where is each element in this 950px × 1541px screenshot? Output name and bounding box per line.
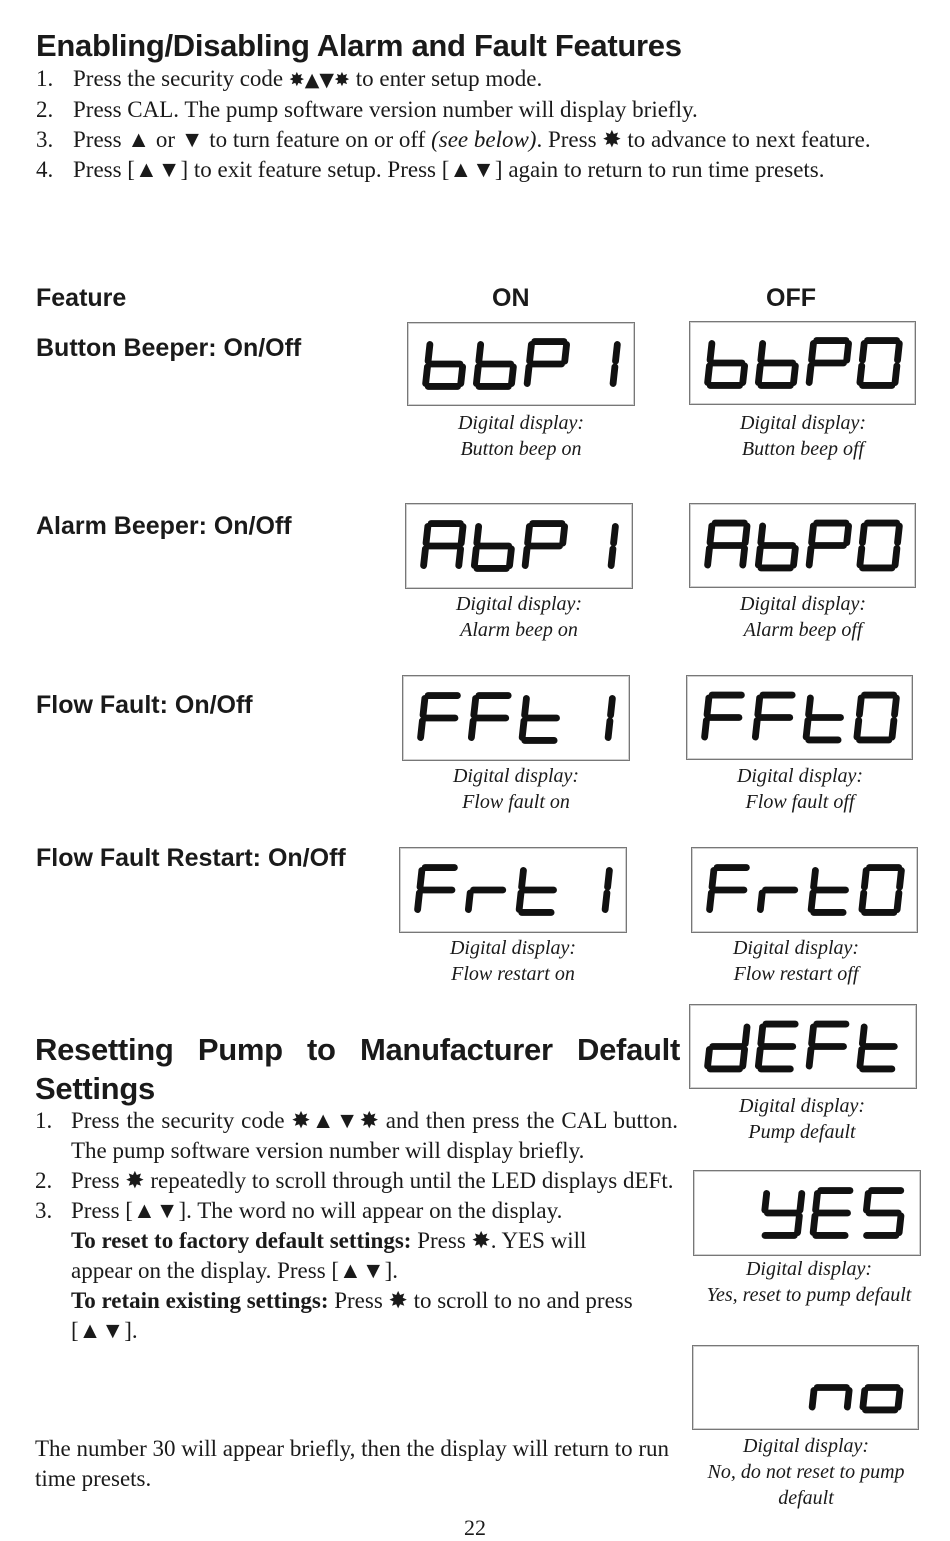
lcd-segment: [525, 698, 527, 715]
display-caption: Digital display: Yes, reset to pump default: [706, 1258, 912, 1306]
lcd-digits: [690, 322, 915, 404]
lcd-segment: [710, 526, 712, 543]
lcd-segment: [892, 720, 894, 737]
feature-column-header: Feature: [36, 284, 127, 312]
lcd-segment: [895, 548, 897, 565]
lcd-character: [605, 870, 609, 909]
lcd-segment: [897, 893, 899, 910]
lcd-segment: [761, 1027, 763, 1044]
lcd-digits: [694, 1171, 920, 1255]
lcd-character: [811, 870, 845, 912]
lcd-segment: [710, 893, 712, 910]
lcd-character: [860, 341, 899, 386]
lcd-segment: [847, 1390, 849, 1407]
lcd-character: [705, 695, 742, 737]
lcd-segment: [565, 344, 567, 361]
lcd-segment: [527, 367, 529, 384]
lcd-segment: [760, 893, 762, 910]
lcd-segment: [424, 549, 426, 566]
lcd-character: [809, 523, 848, 565]
lcd-character: [468, 890, 502, 910]
lcd-segment: [813, 1216, 815, 1233]
lcd-digits: [406, 504, 632, 588]
closing-paragraph: The number 30 will appear briefly, then the display will return to run time presets.: [35, 1436, 670, 1491]
lcd-segment: [423, 698, 425, 715]
lcd-segment: [743, 366, 745, 383]
lcd-digits: [693, 1346, 918, 1429]
feature-label-button-beeper: Button Beeper: On/Off: [36, 334, 302, 362]
lcd-segment: [530, 344, 532, 361]
lcd-segment: [426, 367, 428, 384]
lcd-character: [857, 695, 896, 740]
lcd-segment: [862, 893, 864, 910]
lcd-segment: [860, 1049, 862, 1066]
lcd-character: [421, 696, 458, 738]
lcd-segment: [522, 870, 524, 887]
lcd-segment: [758, 1049, 760, 1066]
lcd-segment: [800, 1193, 802, 1210]
lcd-segment: [857, 720, 859, 737]
display-caption: Digital display: Button beep off: [739, 412, 867, 460]
lcd-character: [758, 1024, 795, 1069]
lcd-segment: [847, 343, 849, 360]
lcd-segment: [899, 1216, 901, 1233]
lcd-segment: [522, 721, 524, 738]
setup-steps: [36, 64, 916, 185]
lcd-display: [691, 847, 918, 933]
lcd-segment: [476, 367, 478, 384]
lcd-character: [710, 868, 747, 910]
lcd-character: [806, 698, 840, 740]
step-4: 4. Press [▲▼] to exit feature setup. Press [▲▼] again to return to run time presets.: [36, 157, 825, 182]
lcd-character: [755, 695, 792, 737]
lcd-character: [812, 1388, 849, 1408]
lcd-segment: [898, 343, 900, 360]
lcd-segment: [468, 893, 470, 910]
lcd-segment: [471, 721, 473, 738]
lcd-segment: [563, 526, 565, 543]
lcd-segment: [707, 698, 709, 715]
lcd-digits: [408, 323, 634, 405]
display-caption: Digital display: Flow fault off: [736, 765, 864, 813]
lcd-segment: [712, 870, 714, 887]
step-1: 1. Press the security code ✸▲▼✸ to enter setup mode.: [36, 66, 543, 91]
lcd-segment: [862, 1027, 864, 1044]
lcd-digits: [690, 1005, 916, 1088]
lcd-segment: [614, 526, 616, 543]
lcd-character: [611, 526, 615, 565]
lcd-display: [692, 1345, 919, 1430]
lcd-character: [476, 344, 513, 386]
lcd-segment: [794, 548, 796, 565]
lcd-segment: [859, 698, 861, 715]
reset-steps: [35, 1106, 678, 1346]
lcd-character: [527, 342, 566, 384]
lcd-segment: [863, 1390, 865, 1407]
lcd-segment: [608, 870, 610, 887]
lcd-character: [519, 870, 553, 912]
lcd-segment: [613, 367, 615, 384]
lcd-display: [689, 321, 916, 405]
lcd-digits: [687, 676, 912, 759]
lcd-segment: [710, 343, 712, 360]
lcd-segment: [816, 1193, 818, 1210]
display-caption: Digital display: Flow restart on: [449, 937, 577, 985]
lcd-character: [522, 698, 556, 740]
lcd-segment: [809, 548, 811, 565]
lcd-segment: [708, 366, 710, 383]
lcd-character: [863, 1388, 900, 1410]
lcd-segment: [898, 526, 900, 543]
lcd-segment: [528, 526, 530, 543]
lcd-display: [407, 322, 635, 406]
display-caption: Digital display: Flow restart off: [732, 937, 860, 985]
lcd-character: [860, 1027, 894, 1069]
lcd-segment: [708, 548, 710, 565]
lcd-segment: [798, 1216, 800, 1233]
lcd-segment: [758, 366, 760, 383]
lcd-character: [525, 524, 564, 566]
lcd-display: [689, 1004, 917, 1089]
feature-label-flow-fault: Flow Fault: On/Off: [36, 691, 253, 719]
lcd-segment: [864, 870, 866, 887]
lcd-segment: [708, 1049, 710, 1066]
step-2: 2. Press CAL. The pump software version number will display briefly.: [36, 97, 698, 122]
lcd-digits: [400, 848, 626, 932]
lcd-segment: [605, 893, 607, 910]
lcd-digits: [690, 504, 915, 587]
lcd-segment: [812, 343, 814, 360]
lcd-display: [686, 675, 913, 760]
lcd-character: [608, 698, 612, 737]
lcd-segment: [755, 720, 757, 737]
lcd-segment: [474, 698, 476, 715]
lcd-segment: [812, 526, 814, 543]
off-column-header: OFF: [766, 284, 816, 312]
lcd-segment: [758, 698, 760, 715]
lcd-segment: [479, 344, 481, 361]
lcd-segment: [428, 344, 430, 361]
lcd-segment: [611, 549, 613, 566]
lcd-character: [424, 524, 463, 566]
page-number: 22: [464, 1515, 486, 1540]
on-column-header: ON: [492, 284, 530, 312]
lcd-character: [708, 523, 747, 565]
lcd-display: [399, 847, 627, 933]
display-caption: Digital display: No, do not reset to pump default: [707, 1435, 905, 1509]
lcd-character: [813, 1191, 850, 1236]
lcd-segment: [765, 1193, 767, 1210]
lcd-segment: [900, 870, 902, 887]
lcd-segment: [811, 893, 813, 910]
lcd-character: [708, 343, 745, 385]
lcd-segment: [510, 549, 512, 566]
lcd-digits: [403, 676, 629, 760]
lcd-segment: [866, 1193, 868, 1210]
lcd-character: [471, 696, 508, 738]
lcd-segment: [809, 366, 811, 383]
lcd-segment: [477, 526, 479, 543]
lcd-segment: [862, 343, 864, 360]
lcd-segment: [812, 1390, 814, 1407]
reset-section-title: Resetting Pump to Manufacturer Default Settings: [35, 1032, 680, 1106]
lcd-segment: [758, 548, 760, 565]
feature-label-flow-fault-restart: Flow Fault Restart: On/Off: [36, 844, 346, 872]
lcd-segment: [898, 1390, 900, 1407]
lcd-display: [402, 675, 630, 761]
lcd-segment: [860, 548, 862, 565]
lcd-segment: [809, 1049, 811, 1066]
lcd-digits: [692, 848, 917, 932]
lcd-character: [809, 341, 848, 383]
lcd-character: [426, 344, 463, 386]
lcd-character: [866, 1191, 901, 1236]
lcd-segment: [812, 1027, 814, 1044]
reset-step-2: 2. Press ✸ repeatedly to scroll through until the LED displays dEFt.: [35, 1168, 674, 1193]
lcd-segment: [809, 698, 811, 715]
feature-label-alarm-beeper: Alarm Beeper: On/Off: [36, 512, 292, 540]
lcd-character: [474, 526, 511, 568]
lcd-character: [708, 1027, 747, 1069]
lcd-segment: [847, 526, 849, 543]
lcd-segment: [616, 344, 618, 361]
lcd-character: [809, 1024, 846, 1066]
section-title: Enabling/Disabling Alarm and Fault Features: [36, 28, 682, 63]
lcd-segment: [743, 1049, 745, 1066]
step-3: 3. Press ▲ or ▼ to turn feature on or off (see below). Press ✸ to advance to next feature.: [36, 127, 871, 152]
lcd-segment: [474, 549, 476, 566]
lcd-display: [405, 503, 633, 589]
lcd-segment: [862, 526, 864, 543]
lcd-segment: [745, 526, 747, 543]
lcd-display: [689, 503, 916, 588]
display-caption: Digital display: Alarm beep off: [739, 593, 867, 641]
lcd-segment: [761, 526, 763, 543]
lcd-segment: [461, 526, 463, 543]
lcd-character: [760, 890, 794, 910]
lcd-segment: [519, 893, 521, 910]
lcd-segment: [459, 549, 461, 566]
lcd-segment: [418, 893, 420, 910]
lcd-segment: [794, 366, 796, 383]
lcd-character: [860, 523, 899, 568]
lcd-segment: [705, 720, 707, 737]
display-caption: Digital display: Button beep on: [457, 412, 585, 460]
lcd-segment: [426, 526, 428, 543]
reset-step-3: 3. Press [▲▼]. The word no will appear on the display. To reset to factory default settings: Press ✸. YES will appear on the display. Press [▲▼]. To retain existing settings: Press ✸ to scroll to no and press [▲▼].: [35, 1198, 633, 1343]
lcd-segment: [806, 720, 808, 737]
lcd-character: [862, 868, 901, 913]
lcd-character: [418, 868, 455, 910]
display-caption: Digital display: Pump default: [738, 1095, 866, 1143]
lcd-segment: [525, 549, 527, 566]
lcd-character: [613, 344, 617, 383]
lcd-display: [693, 1170, 921, 1256]
lcd-segment: [745, 1027, 747, 1044]
lcd-segment: [461, 367, 463, 384]
lcd-segment: [743, 548, 745, 565]
lcd-segment: [761, 343, 763, 360]
lcd-segment: [814, 870, 816, 887]
lcd-segment: [611, 698, 613, 715]
lcd-character: [758, 343, 795, 385]
lcd-segment: [608, 721, 610, 738]
lcd-segment: [512, 367, 514, 384]
display-caption: Digital display: Alarm beep on: [455, 593, 583, 641]
lcd-segment: [420, 870, 422, 887]
lcd-segment: [895, 698, 897, 715]
lcd-segment: [860, 366, 862, 383]
lcd-segment: [421, 721, 423, 738]
lcd-character: [758, 526, 795, 568]
lcd-segment: [895, 366, 897, 383]
lcd-character: [765, 1193, 802, 1235]
display-caption: Digital display: Flow fault on: [452, 765, 580, 813]
reset-step-1: 1. Press the security code ✸▲▼✸ and then press the CAL button. The pump software version number will display briefly.: [35, 1108, 678, 1163]
